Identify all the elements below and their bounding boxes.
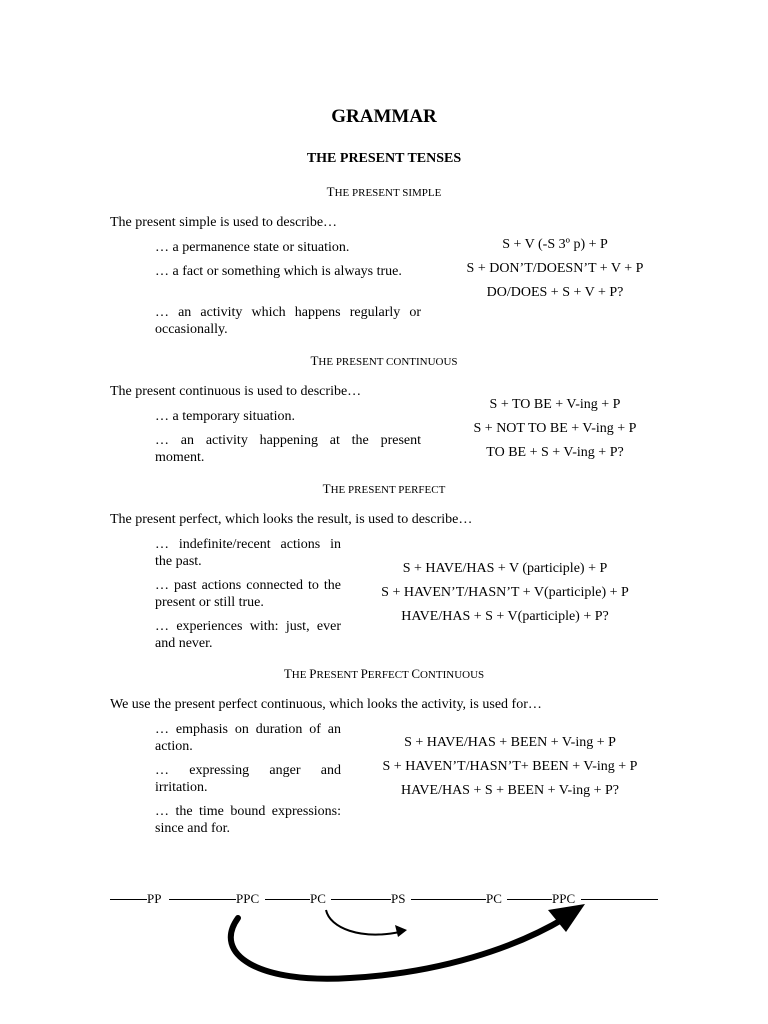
- section-heading-present-simple: THE PRESENT SIMPLE: [326, 184, 442, 199]
- list-item: … indefinite/recent actions in the past.: [155, 537, 341, 569]
- timeline-label-ppc: PPC: [236, 891, 260, 906]
- formula-affirmative: S + HAVE/HAS + BEEN + V-ing + P: [404, 735, 616, 750]
- section-intro-present-perfect-continuous: We use the present perfect continuous, which looks the activity, is used for…: [110, 697, 542, 712]
- list-item: … a permanence state or situation.: [155, 240, 350, 255]
- formula-block-present-perfect: [360, 557, 650, 629]
- formula-negative: S + NOT TO BE + V-ing + P: [473, 421, 637, 436]
- list-item: … experiences with: just, ever and never.: [155, 619, 341, 651]
- section-heading-present-perfect-continuous: THE PRESENT PERFECT CONTINUOUS: [283, 666, 485, 681]
- arrowhead-small: [395, 925, 407, 937]
- page-subtitle: THE PRESENT TENSES: [306, 151, 462, 166]
- formula-block-present-continuous: [440, 393, 670, 465]
- list-item: … an activity happening at the present moment.: [155, 433, 421, 465]
- section-heading-present-continuous: THE PRESENT CONTINUOUS: [310, 353, 458, 368]
- list-item: … a temporary situation.: [155, 409, 295, 424]
- list-item: … emphasis on duration of an action.: [155, 722, 341, 754]
- timeline-arrows: [0, 880, 768, 1024]
- timeline-label-pc: PC: [310, 891, 326, 906]
- formula-block-present-perfect-continuous: [360, 731, 660, 803]
- list-item: … an activity which happens regularly or occasionally.: [155, 305, 421, 337]
- formula-negative: S + HAVEN’T/HASN’T + V(participle) + P: [381, 585, 629, 600]
- timeline: [0, 880, 768, 1024]
- page-title: GRAMMAR: [331, 106, 437, 127]
- formula-affirmative: S + TO BE + V-ing + P: [489, 397, 621, 412]
- timeline-label-pp: PP: [147, 891, 162, 906]
- list-item: … expressing anger and irritation.: [155, 763, 341, 795]
- list-item: … a fact or something which is always true.: [155, 264, 402, 279]
- timeline-label-pc-2: PC: [486, 891, 502, 906]
- formula-negative: S + DON’T/DOESN’T + V + P: [466, 261, 644, 276]
- list-item: … the time bound expressions: since and for.: [155, 804, 341, 836]
- timeline-label-ps: PS: [391, 891, 406, 906]
- section-intro-present-simple: The present simple is used to describe…: [110, 215, 338, 230]
- timeline-label-ppc-2: PPC: [552, 891, 576, 906]
- formula-affirmative: S + V (-S 3º p) + P: [502, 237, 608, 252]
- arrow-pc-to-ps: [326, 910, 400, 935]
- section-heading-present-perfect: THE PRESENT PERFECT: [322, 481, 446, 496]
- formula-affirmative: S + HAVE/HAS + V (participle) + P: [402, 561, 608, 576]
- formula-question: HAVE/HAS + S + BEEN + V-ing + P?: [400, 783, 620, 798]
- formula-negative: S + HAVEN’T/HASN’T+ BEEN + V-ing + P: [382, 759, 638, 774]
- formula-question: DO/DOES + S + V + P?: [486, 285, 624, 300]
- section-intro-present-perfect: The present perfect, which looks the result, is used to describe…: [110, 512, 473, 527]
- formula-block-present-simple: [440, 233, 670, 305]
- formula-question: HAVE/HAS + S + V(participle) + P?: [401, 609, 609, 624]
- section-intro-present-continuous: The present continuous is used to describe…: [110, 384, 362, 399]
- formula-question: TO BE + S + V-ing + P?: [486, 445, 624, 460]
- list-item: … past actions connected to the present or still true.: [155, 578, 341, 610]
